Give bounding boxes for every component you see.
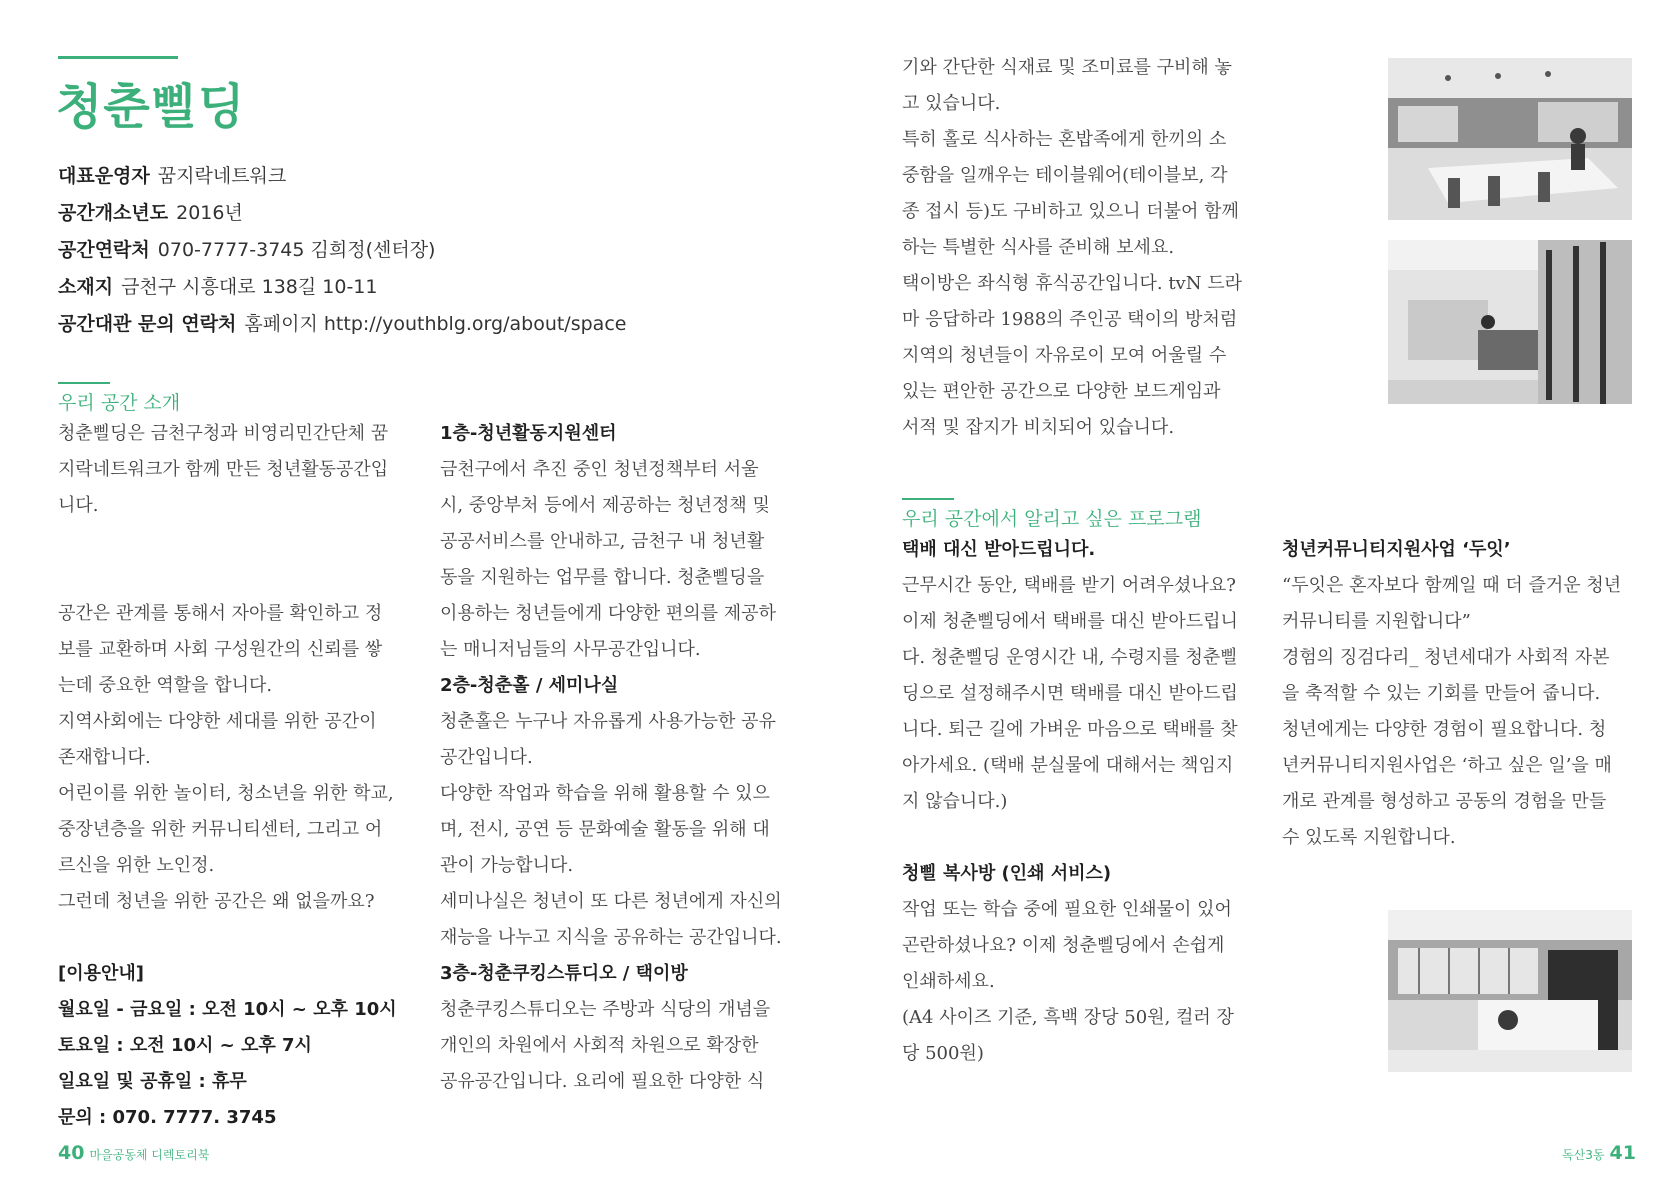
section-rule [58,382,110,384]
section-title-intro: 우리 공간 소개 [58,392,181,414]
title-rule [58,56,178,59]
photo-cafe-space [1388,58,1632,220]
column-3: 기와 간단한 식재료 및 조미료를 구비해 놓 고 있습니다. 특히 홀로 식사하는 혼밥족에게 한끼의 소 중함을 일깨우는 테이블웨어(테이블보, 각 종 접시 등)도 구비하고 있으니 더불어 함께 하는 특별한 식사를 준비해 보세요. 택이방은 좌식형 휴식공간입니다. tvN 드라 마 응답하라 1988의 주인공 택이의 방처럼 지역의 청년들이 자유로이 모여 어울릴 수 있는 편안한 공간으로 다양한 보드게임과 서적 및 잡지가 비치되어 있습니다. [902,57,1242,438]
page-number-left: 40 [58,1142,85,1164]
floor-2-heading: 2층-청춘홀 / 세미나실 [440,675,619,696]
photo-lounge-space [1388,910,1632,1072]
program-delivery-heading: 택배 대신 받아드립니다. [902,539,1096,560]
book-title: 마을공동체 디렉토리북 [89,1148,210,1162]
info-row: 공간연락처 070-7777-3745 김희정(센터장) [58,239,436,261]
footer-right [1562,1142,1636,1164]
program-doit: 청년커뮤니티지원사업 ‘두잇’ “두잇은 혼자보다 함께일 때 더 즐거운 청년 커뮤니티를 지원합니다” 경험의 징검다리_ 청년세대가 사회적 자본 을 축적할 수 있는 기회를 만들어 줍니다. 청년에게는 다양한 경험이 필요합니다. 청 년커뮤니티지원사업은 ‘하고 싶은 일’을 매 개로 관계를 형성하고 공동의 경험을 만들 수 있도록 지원합니다. [1282,532,1634,856]
program-print-heading: 청삘 복사방 (인쇄 서비스) [902,863,1112,884]
program-doit-heading: 청년커뮤니티지원사업 ‘두잇’ [1282,539,1511,560]
program-delivery: 택배 대신 받아드립니다. 근무시간 동안, 택배를 받기 어려우셨나요? 이제 청춘삘딩에서 택배를 대신 받아드립니 다. 청춘삘딩 운영시간 내, 수령지를 청춘삘 딩으로 설정해주시면 택배를 대신 받아드립 니다. 퇴근 길에 가벼운 마음으로 택배를 찾 아가세요. (택배 분실물에 대해서는 책임지 지 않습니다.) [902,532,1258,820]
info-row: 공간대관 문의 연락처 홈페이지 http://youthblg.org/about/space [58,313,627,335]
info-row: 소재지 금천구 시흥대로 138길 10-11 [58,276,378,298]
column-1: 청춘삘딩은 금천구청과 비영리민간단체 꿈 지락네트워크가 함께 만든 청년활동공간입 니다. 공간은 관계를 통해서 자아를 확인하고 정 보를 교환하며 사회 구성원간의 신뢰를 쌓 는데 중요한 역할을 합니다. 지역사회에는 다양한 세대를 위한 공간이 존재합니다. 어린이를 위한 놀이터, 청소년을 위한 학교, 중장년층을 위한 커뮤니티센터, 그리고 어 르신을 위한 노인정. 그런데 청년을 위한 공간은 왜 없을까요? [이용안내] 월요일 - 금요일 : 오전 10시 ~ 오후 10시 토요일 : 오전 10시 ~ 오후 7시 일요일 및 공휴일 : 휴무 문의 : 070. 7777. 3745 [58,416,410,1136]
floor-3-heading: 3층-청춘쿠킹스튜디오 / 택이방 [440,963,688,984]
section-rule-2 [902,498,954,500]
floor-1-heading: 1층-청년활동지원센터 [440,423,617,444]
page-number-right: 41 [1609,1142,1636,1164]
info-row: 대표운영자 꿈지락네트워크 [58,165,287,187]
district-name: 독산3동 [1562,1148,1605,1162]
guide-title: [이용안내] [58,963,145,984]
photo-office-space [1388,240,1632,404]
page-title: 청춘삘딩 [56,79,246,135]
footer-left [58,1142,209,1164]
section-title-programs: 우리 공간에서 알리고 싶은 프로그램 [902,508,1202,530]
info-block [58,158,626,343]
program-print: 청삘 복사방 (인쇄 서비스) 작업 또는 학습 중에 필요한 인쇄물이 있어 곤란하셨나요? 이제 청춘삘딩에서 손쉽게 인쇄하세요. (A4 사이즈 기준, 흑백 장당 50원, 컬러 장 당 500원) [902,856,1258,1072]
info-row: 공간개소년도 2016년 [58,202,243,224]
column-2: 1층-청년활동지원센터 금천구에서 추진 중인 청년정책부터 서울 시, 중앙부처 등에서 제공하는 청년정책 및 공공서비스를 안내하고, 금천구 내 청년활 동을 지원하는 업무를 합니다. 청춘삘딩을 이용하는 청년들에게 다양한 편의를 제공하 는 매니저님들의 사무공간입니다. 2층-청춘홀 / 세미나실 청춘홀은 누구나 자유롭게 사용가능한 공유 공간입니다. 다양한 작업과 학습을 위해 활용할 수 있으 며, 전시, 공연 등 문화예술 활동을 위해 대 관이 가능합니다. 세미나실은 청년이 또 다른 청년에게 자신의 재능을 나누고 지식을 공유하는 공간입니다. 3층-청춘쿠킹스튜디오 / 택이방 청춘쿠킹스튜디오는 주방과 식당의 개념을 개인의 차원에서 사회적 차원으로 확장한 공유공간입니다. 요리에 필요한 다양한 식 [440,416,792,1100]
